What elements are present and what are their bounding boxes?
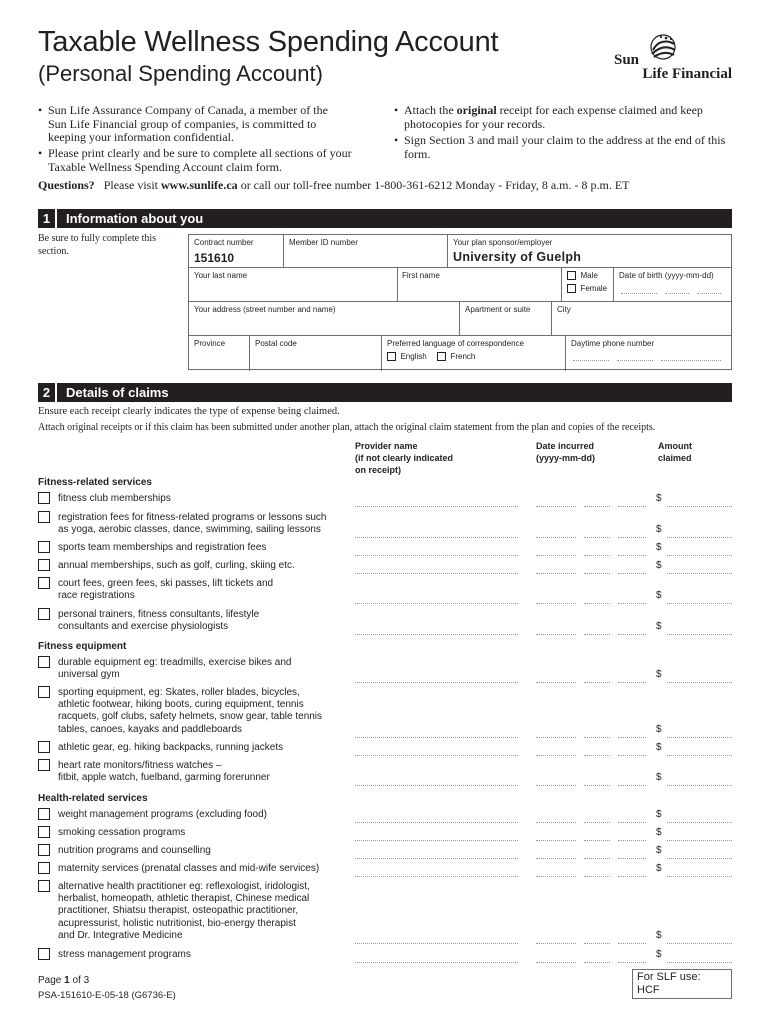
provider-name-field[interactable] xyxy=(355,573,518,574)
date-incurred-field[interactable] xyxy=(536,603,576,604)
date-incurred-field[interactable] xyxy=(618,876,646,877)
claim-checkbox[interactable] xyxy=(38,759,50,771)
sun-life-logo xyxy=(610,32,732,84)
date-incurred-field[interactable] xyxy=(584,506,610,507)
sponsor-label: Your plan sponsor/employer xyxy=(453,238,553,247)
claim-description xyxy=(58,760,358,784)
phone-label: Daytime phone number xyxy=(571,339,655,348)
claim-checkbox[interactable] xyxy=(38,686,50,698)
section2-instruction-2: Attach original receipts or if this claim has been submitted under another plan, attach the original claim statement from the plan and copies of the receipts. xyxy=(38,422,656,433)
claim-description xyxy=(58,863,358,875)
first-name-label: First name xyxy=(402,271,440,280)
claim-checkbox[interactable] xyxy=(38,492,50,504)
provider-name-field[interactable] xyxy=(355,962,518,963)
apartment-label: Apartment or suite xyxy=(465,305,531,314)
provider-name-field[interactable] xyxy=(355,858,518,859)
provider-name-field[interactable] xyxy=(355,822,518,823)
amount-claimed-field[interactable] xyxy=(667,682,732,683)
date-incurred-field[interactable] xyxy=(536,634,576,635)
claim-description-line: stress management programs xyxy=(58,949,191,960)
dollar-sign: $ xyxy=(656,669,662,681)
claim-description-line: maternity services (prenatal classes and mid-wife services) xyxy=(58,863,320,874)
last-name-label: Your last name xyxy=(194,271,248,280)
province-label: Province xyxy=(194,339,226,348)
dollar-sign: $ xyxy=(656,590,662,602)
claim-description xyxy=(58,609,358,633)
provider-name-field[interactable] xyxy=(355,555,518,556)
amount-claimed-field[interactable] xyxy=(667,737,732,738)
claim-description xyxy=(58,687,358,736)
slf-use-label: For SLF use: xyxy=(637,971,701,983)
date-incurred-field[interactable] xyxy=(584,962,610,963)
claim-description-line: athletic footwear, hiking boots, curing equipment, tennis xyxy=(58,699,304,711)
provider-name-field[interactable] xyxy=(355,840,518,841)
claim-description-line: tables, canoes, kayaks and paddleboards xyxy=(58,723,243,735)
date-incurred-field[interactable] xyxy=(536,785,576,786)
date-incurred-field[interactable] xyxy=(584,943,610,944)
claim-checkbox[interactable] xyxy=(38,844,50,856)
date-incurred-field[interactable] xyxy=(584,573,610,574)
amount-claimed-field[interactable] xyxy=(667,755,732,756)
provider-name-field[interactable] xyxy=(355,537,518,538)
date-incurred-field[interactable] xyxy=(584,555,610,556)
claim-description-line: registration fees for fitness-related programs or lessons such xyxy=(58,512,327,523)
date-incurred-field[interactable] xyxy=(536,755,576,756)
date-incurred-field[interactable] xyxy=(618,555,646,556)
date-incurred-field[interactable] xyxy=(618,634,646,635)
claim-checkbox[interactable] xyxy=(38,808,50,820)
claim-description-line: smoking cessation programs xyxy=(58,827,186,838)
claim-description-line: sporting equipment, eg: Skates, roller blades, bicycles, xyxy=(58,687,300,698)
amount-claimed-field[interactable] xyxy=(667,555,732,556)
date-incurred-field[interactable] xyxy=(618,943,646,944)
dollar-sign: $ xyxy=(656,621,662,633)
section1-note: Be sure to fully complete this section. xyxy=(38,233,157,257)
intro-bullet-1: • Sun Life Assurance Company of Canada, a member of the Sun Life Financial group of companies, is committed to keeping your information confidential. xyxy=(38,103,328,144)
date-incurred-field[interactable] xyxy=(618,962,646,963)
date-incurred-field[interactable] xyxy=(536,822,576,823)
postal-code-field[interactable] xyxy=(249,349,381,371)
amount-claimed-field[interactable] xyxy=(667,858,732,859)
provider-name-field[interactable] xyxy=(355,506,518,507)
date-incurred-field[interactable] xyxy=(584,785,610,786)
english-option[interactable]: English xyxy=(387,352,427,362)
provider-column-header: Provider name (if not clearly indicated on receipt) xyxy=(355,441,454,475)
claim-description-line: race registrations xyxy=(58,590,135,602)
date-incurred-field[interactable] xyxy=(584,755,610,756)
provider-name-field[interactable] xyxy=(355,737,518,738)
hcf-label: HCF xyxy=(637,984,660,996)
amount-claimed-field[interactable] xyxy=(667,822,732,823)
dollar-sign: $ xyxy=(656,723,662,735)
male-checkbox[interactable] xyxy=(567,271,576,280)
claim-checkbox[interactable] xyxy=(38,541,50,553)
member-id-field[interactable] xyxy=(283,247,447,267)
date-incurred-field[interactable] xyxy=(618,840,646,841)
last-name-field[interactable] xyxy=(189,281,397,301)
claim-description-line: acupressurist, holistic nutritionist, bio-energy therapist xyxy=(58,917,296,929)
claim-description-line: heart rate monitors/fitness watches – xyxy=(58,760,222,771)
date-incurred-field[interactable] xyxy=(584,858,610,859)
claim-checkbox[interactable] xyxy=(38,656,50,668)
claim-description-line: court fees, green fees, ski passes, lift tickets and xyxy=(58,578,274,589)
apartment-field[interactable] xyxy=(459,315,551,335)
claim-checkbox[interactable] xyxy=(38,608,50,620)
claim-description xyxy=(58,827,358,839)
date-incurred-field[interactable] xyxy=(584,876,610,877)
city-label: City xyxy=(557,305,571,314)
claim-description-line: as yoga, aerobic classes, dance, swimming, sailing lessons xyxy=(58,524,321,536)
claim-description xyxy=(58,578,358,602)
claim-description xyxy=(58,845,358,857)
claim-description xyxy=(58,949,358,961)
dollar-sign: $ xyxy=(656,560,662,571)
dollar-sign: $ xyxy=(656,524,662,536)
info-grid xyxy=(188,234,732,370)
date-incurred-field[interactable] xyxy=(536,840,576,841)
form-code: PSA-151610-E-05-18 (G6736-E) xyxy=(38,990,176,1001)
first-name-field[interactable] xyxy=(397,281,561,301)
date-column-header: Date incurred (yyyy-mm-dd) xyxy=(536,441,596,463)
claim-description-line: fitness club memberships xyxy=(58,493,171,504)
date-incurred-field[interactable] xyxy=(584,822,610,823)
form-subtitle: (Personal Spending Account) xyxy=(38,61,323,86)
amount-claimed-field[interactable] xyxy=(667,840,732,841)
claim-description-line: practitioner, Shiatsu therapist, osteopathic practitioner, xyxy=(58,905,299,917)
dollar-sign: $ xyxy=(656,949,662,960)
date-incurred-field[interactable] xyxy=(618,737,646,738)
provider-name-field[interactable] xyxy=(355,634,518,635)
date-incurred-field[interactable] xyxy=(618,506,646,507)
postal-code-label: Postal code xyxy=(255,339,297,348)
dollar-sign: $ xyxy=(656,742,662,753)
amount-claimed-field[interactable] xyxy=(667,506,732,507)
male-option[interactable]: Male xyxy=(567,271,598,281)
address-label: Your address (street number and name) xyxy=(194,305,336,314)
section2-header: 2 Details of claims xyxy=(38,383,732,402)
form-title: Taxable Wellness Spending Account xyxy=(38,26,499,58)
dollar-sign: $ xyxy=(656,493,662,504)
date-incurred-field[interactable] xyxy=(536,506,576,507)
dollar-sign: $ xyxy=(656,827,662,838)
claim-checkbox[interactable] xyxy=(38,826,50,838)
date-incurred-field[interactable] xyxy=(618,682,646,683)
claim-checkbox[interactable] xyxy=(38,559,50,571)
female-option[interactable]: Female xyxy=(567,284,607,294)
female-checkbox[interactable] xyxy=(567,284,576,293)
claim-checkbox[interactable] xyxy=(38,862,50,874)
claim-description xyxy=(58,809,358,821)
dollar-sign: $ xyxy=(656,845,662,856)
provider-name-field[interactable] xyxy=(355,876,518,877)
provider-name-field[interactable] xyxy=(355,755,518,756)
date-incurred-field[interactable] xyxy=(536,962,576,963)
amount-claimed-field[interactable] xyxy=(667,573,732,574)
intro-bullet-2: • Please print clearly and be sure to complete all sections of your Taxable Wellness Spending Account claim form. xyxy=(38,146,352,174)
contract-number-field[interactable]: 151610 xyxy=(194,251,235,265)
amount-claimed-field[interactable] xyxy=(667,876,732,877)
member-id-label: Member ID number xyxy=(289,238,358,247)
claim-description-line: annual memberships, such as golf, curling, skiing etc. xyxy=(58,560,295,571)
contract-number-label: Contract number xyxy=(194,238,254,247)
city-field[interactable] xyxy=(551,315,733,335)
claim-description-line: durable equipment eg: treadmills, exercise bikes and xyxy=(58,657,292,668)
claim-description-line: fitbit, apple watch, fuelband, garming forerunner xyxy=(58,772,270,784)
claim-description-line: and Dr. Integrative Medicine xyxy=(58,929,183,941)
french-option[interactable]: French xyxy=(437,352,475,362)
provider-name-field[interactable] xyxy=(355,682,518,683)
claim-checkbox[interactable] xyxy=(38,741,50,753)
claim-description-line: consultants and exercise physiologists xyxy=(58,621,229,633)
claim-description-line: athletic gear, eg. hiking backpacks, running jackets xyxy=(58,742,284,753)
dob-field[interactable] xyxy=(613,281,733,301)
claim-description xyxy=(58,493,358,505)
amount-claimed-field[interactable] xyxy=(667,785,732,786)
group-health-services: Health-related services xyxy=(38,793,148,804)
date-incurred-field[interactable] xyxy=(584,537,610,538)
sun-logo-icon xyxy=(648,32,678,62)
date-incurred-field[interactable] xyxy=(618,785,646,786)
questions-line: Questions? Please visit www.sunlife.ca or call our toll-free number 1-800-361-6212 Monday - Friday, 8 a.m. - 8 p.m. ET xyxy=(38,178,630,192)
slf-use-box xyxy=(632,969,732,999)
date-incurred-field[interactable] xyxy=(618,858,646,859)
claim-checkbox[interactable] xyxy=(38,577,50,589)
intro-bullet-3: • Attach the original receipt for each expense claimed and keep photocopies for your records. xyxy=(394,103,703,131)
claim-description xyxy=(58,657,358,681)
claim-description xyxy=(58,560,358,572)
amount-claimed-field[interactable] xyxy=(667,537,732,538)
sunlife-link[interactable]: www.sunlife.ca xyxy=(161,178,238,192)
claim-description-line: universal gym xyxy=(58,669,120,681)
claim-checkbox[interactable] xyxy=(38,511,50,523)
amount-claimed-field[interactable] xyxy=(667,943,732,944)
dob-label: Date of birth (yyyy-mm-dd) xyxy=(619,271,714,280)
provider-name-field[interactable] xyxy=(355,785,518,786)
date-incurred-field[interactable] xyxy=(618,573,646,574)
address-field[interactable] xyxy=(189,315,459,335)
group-fitness-equipment: Fitness equipment xyxy=(38,641,127,652)
date-incurred-field[interactable] xyxy=(536,682,576,683)
intro-bullet-4: • Sign Section 3 and mail your claim to the address at the end of this form. xyxy=(394,133,726,161)
french-checkbox[interactable] xyxy=(437,352,446,361)
claim-description-line: sports team memberships and registration fees xyxy=(58,542,267,553)
date-incurred-field[interactable] xyxy=(618,537,646,538)
page-number: Page 1 of 3 xyxy=(38,975,90,986)
amount-claimed-field[interactable] xyxy=(667,962,732,963)
claim-description-line: racquets, golf clubs, safety helmets, snow gear, table tennis xyxy=(58,711,323,723)
province-field[interactable] xyxy=(189,349,249,371)
logo-life-financial: Life Financial xyxy=(642,66,732,82)
language-label: Preferred language of correspondence xyxy=(387,339,524,348)
claim-description xyxy=(58,512,358,536)
dollar-sign: $ xyxy=(656,863,662,874)
claim-description xyxy=(58,742,358,754)
date-incurred-field[interactable] xyxy=(584,634,610,635)
date-incurred-field[interactable] xyxy=(536,858,576,859)
claim-description-line: personal trainers, fitness consultants, lifestyle xyxy=(58,609,260,620)
date-incurred-field[interactable] xyxy=(618,822,646,823)
date-incurred-field[interactable] xyxy=(536,943,576,944)
claim-checkbox[interactable] xyxy=(38,880,50,892)
date-incurred-field[interactable] xyxy=(618,755,646,756)
section1-header: 1 Information about you xyxy=(38,209,732,228)
phone-field[interactable] xyxy=(565,349,733,371)
date-incurred-field[interactable] xyxy=(536,537,576,538)
english-checkbox[interactable] xyxy=(387,352,396,361)
section2-instruction-1: Ensure each receipt clearly indicates the type of expense being claimed. xyxy=(38,406,340,417)
dollar-sign: $ xyxy=(656,809,662,820)
amount-column-header: Amount claimed xyxy=(658,441,692,463)
claim-description-line: alternative health practitioner eg: reflexologist, iridologist, xyxy=(58,881,310,892)
sponsor-field[interactable]: University of Guelph xyxy=(453,250,582,264)
dollar-sign: $ xyxy=(656,772,662,784)
group-fitness-services: Fitness-related services xyxy=(38,477,152,488)
provider-name-field[interactable] xyxy=(355,943,518,944)
provider-name-field[interactable] xyxy=(355,603,518,604)
date-incurred-field[interactable] xyxy=(536,876,576,877)
claim-checkbox[interactable] xyxy=(38,948,50,960)
date-incurred-field[interactable] xyxy=(584,737,610,738)
dollar-sign: $ xyxy=(656,929,662,941)
claim-description-line: weight management programs (excluding food) xyxy=(58,809,267,820)
date-incurred-field[interactable] xyxy=(536,737,576,738)
date-incurred-field[interactable] xyxy=(536,573,576,574)
claim-description xyxy=(58,881,358,942)
amount-claimed-field[interactable] xyxy=(667,603,732,604)
dollar-sign: $ xyxy=(656,542,662,553)
date-incurred-field[interactable] xyxy=(618,603,646,604)
date-incurred-field[interactable] xyxy=(584,603,610,604)
logo-sun: Sun xyxy=(614,52,640,68)
date-incurred-field[interactable] xyxy=(584,682,610,683)
claim-description-line: herbalist, homeopath, athletic therapist, Chinese medical xyxy=(58,893,310,905)
claim-description xyxy=(58,542,358,554)
date-incurred-field[interactable] xyxy=(536,555,576,556)
claim-description-line: nutrition programs and counselling xyxy=(58,845,211,856)
amount-claimed-field[interactable] xyxy=(667,634,732,635)
date-incurred-field[interactable] xyxy=(584,840,610,841)
